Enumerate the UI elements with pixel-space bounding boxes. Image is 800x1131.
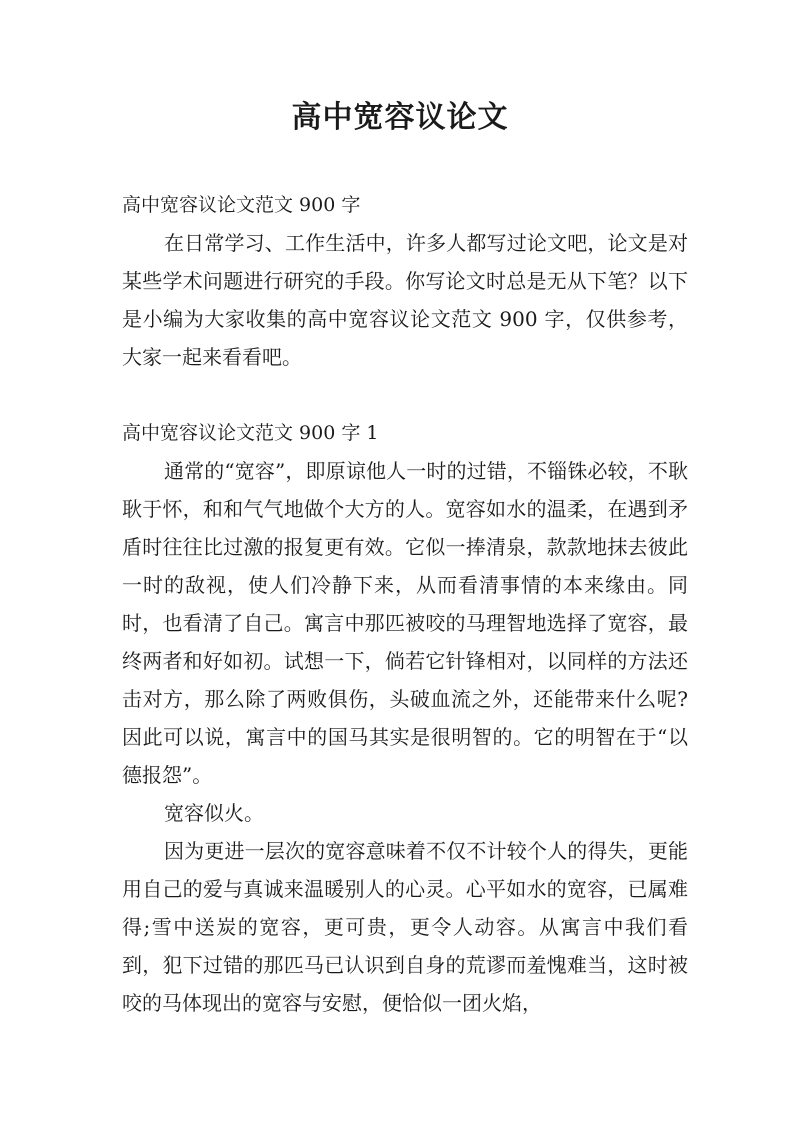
document-body	[122, 186, 688, 1022]
paragraph: 通常的“宽容”，即原谅他人一时的过错，不锱铢必较，不耿耿于怀，和和气气地做个大方的人。宽容如水的温柔，在遇到矛盾时往往比过激的报复更有效。它似一捧清泉，款款地抹去彼此一时的敌视，使人们冷静下来，从而看清事情的本来缘由。同时，也看清了自己。寓言中那匹被咬的马理智地选择了宽容，最终两者和好如初。试想一下，倘若它针锋相对，以同样的方法还击对方，那么除了两败俱伤，头破血流之外，还能带来什么呢?因此可以说，寓言中的国马其实是很明智的。它的明智在于“以德报怨”。	[122, 459, 688, 787]
document-title: 高中宽容议论文	[291, 100, 509, 135]
section-heading: 高中宽容议论文范文 900 字	[122, 194, 361, 216]
section-heading: 高中宽容议论文范文 900 字 1	[122, 422, 379, 444]
paragraph: 在日常学习、工作生活中，许多人都写过论文吧，论文是对某些学术问题进行研究的手段。你写论文时总是无从下笔？以下是小编为大家收集的高中宽容议论文范文 900 字，仅供参考，大家一起来看看吧。	[122, 231, 688, 369]
blank-line	[122, 376, 688, 414]
paragraph: 宽容似火。	[164, 801, 264, 825]
paragraph: 因为更进一层次的宽容意味着不仅不计较个人的得失，更能用自己的爱与真诚来温暖别人的心灵。心平如水的宽容，已属难得;雪中送炭的宽容，更可贵，更令人动容。从寓言中我们看到，犯下过错的那匹马已认识到自身的荒谬而羞愧难当，这时被咬的马体现出的宽容与安慰，便恰似一团火焰，	[122, 839, 688, 1015]
